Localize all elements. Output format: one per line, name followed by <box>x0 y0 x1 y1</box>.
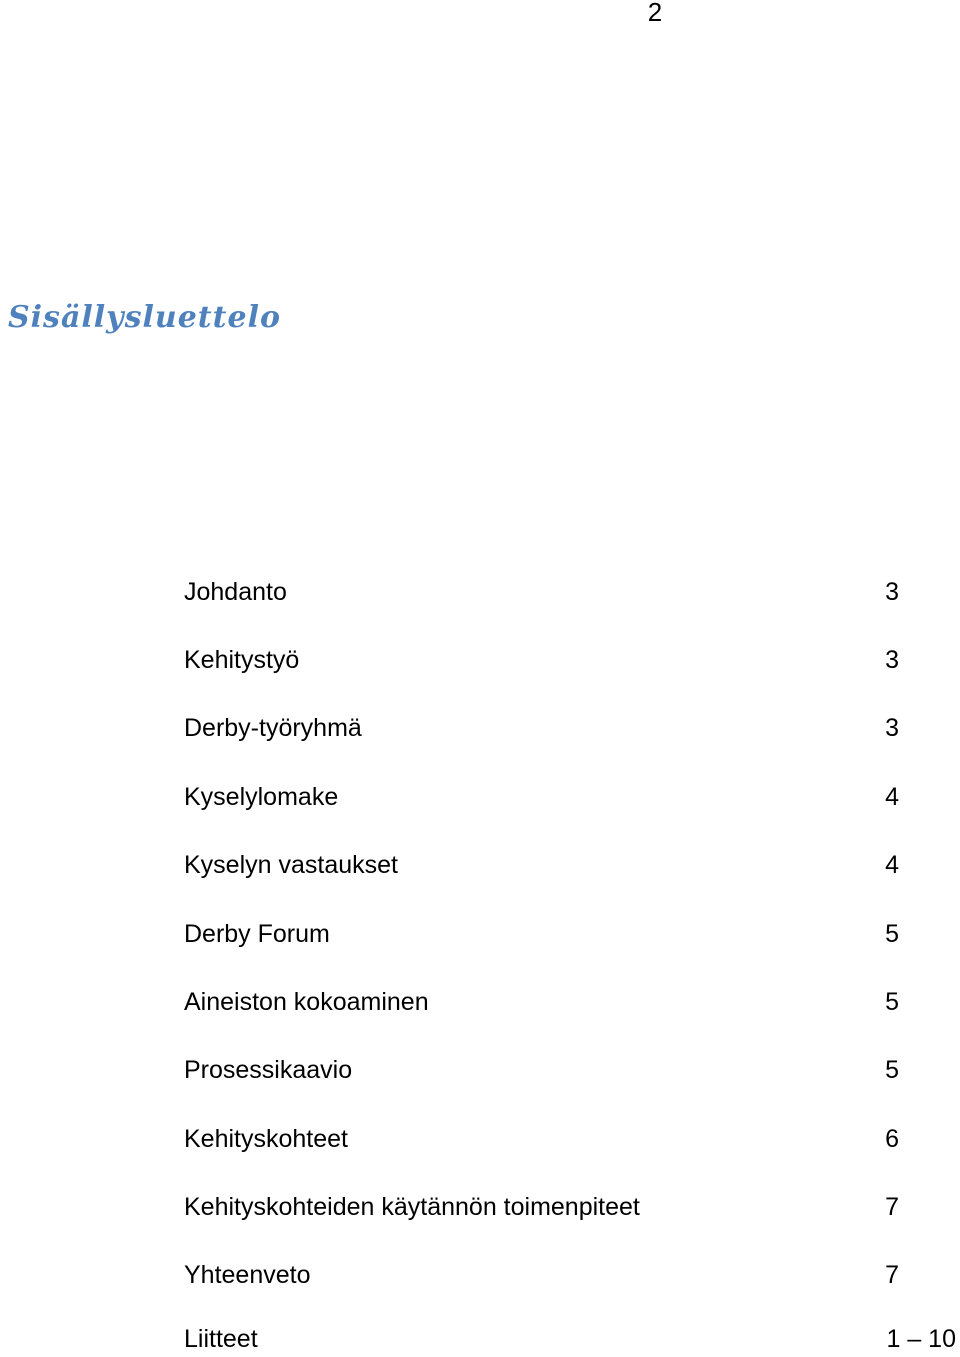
toc-entry-aineiston-kokoaminen[interactable] <box>0 984 960 1020</box>
toc-entry-page: 5 <box>885 920 899 948</box>
toc-entry-kehitystyo[interactable] <box>0 642 960 678</box>
toc-entry-page: 4 <box>885 851 899 879</box>
toc-entry-title: Kehitystyö <box>184 646 300 674</box>
toc-entry-page: 3 <box>885 714 899 742</box>
toc-entry-page: 7 <box>885 1193 899 1221</box>
toc-entry-page: 3 <box>885 578 899 606</box>
toc-entry-kyselylomake[interactable] <box>0 779 960 815</box>
toc-entry-prosessikaavio[interactable] <box>0 1052 960 1088</box>
toc-entry-page: 3 <box>885 646 899 674</box>
toc-entry-yhteenveto[interactable] <box>0 1257 960 1293</box>
toc-entry-title: Derby Forum <box>184 920 330 948</box>
toc-entry-title: Yhteenveto <box>184 1261 311 1289</box>
toc-entry-johdanto[interactable] <box>0 574 960 610</box>
toc-entry-title: Kehityskohteiden käytännön toimenpiteet <box>184 1193 640 1221</box>
toc-entry-title: Prosessikaavio <box>184 1056 353 1084</box>
toc-entry-page: 7 <box>885 1261 899 1289</box>
toc-entry-title: Kehityskohteet <box>184 1125 348 1153</box>
toc-entry-title: Derby-työryhmä <box>184 714 362 742</box>
toc-entry-page: 6 <box>885 1125 899 1153</box>
toc-entry-title: Johdanto <box>184 578 287 606</box>
toc-entry-liitteet[interactable] <box>0 1321 960 1357</box>
toc-entry-kehityskohteiden-toimenpiteet[interactable] <box>0 1189 960 1225</box>
toc-entry-title: Liitteet <box>184 1325 258 1353</box>
page-number: 2 <box>647 0 663 27</box>
toc-entry-kyselyn-vastaukset[interactable] <box>0 847 960 883</box>
toc-entry-title: Aineiston kokoaminen <box>184 988 429 1016</box>
toc-entry-page: 4 <box>885 783 899 811</box>
toc-entry-page: 5 <box>885 1056 899 1084</box>
toc-entry-page: 5 <box>885 988 899 1016</box>
toc-entry-title: Kyselyn vastaukset <box>184 851 398 879</box>
toc-title: Sisällysluettelo <box>8 300 282 335</box>
toc-entry-derby-forum[interactable] <box>0 916 960 952</box>
toc-entry-title: Kyselylomake <box>184 783 339 811</box>
toc-entry-page: 1 – 10 <box>886 1325 956 1353</box>
toc-entry-derby-tyoryhma[interactable] <box>0 710 960 746</box>
toc-entry-kehityskohteet[interactable] <box>0 1121 960 1157</box>
